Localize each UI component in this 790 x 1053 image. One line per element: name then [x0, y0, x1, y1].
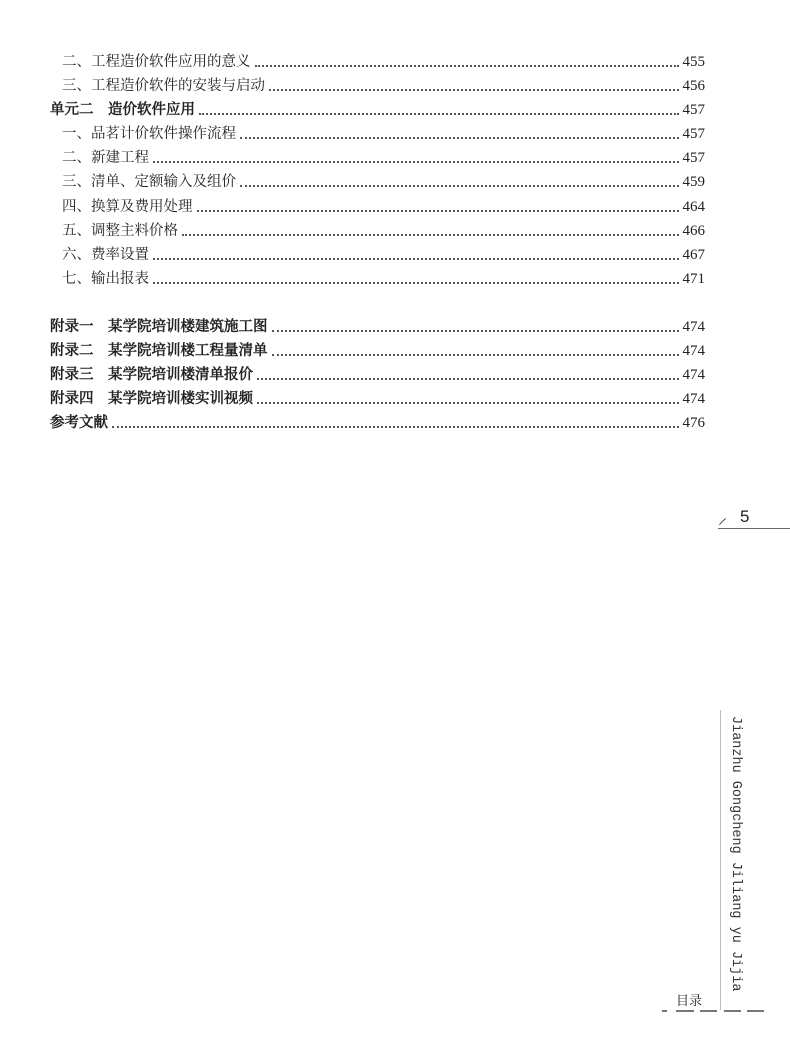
- toc-entry-page: 457: [682, 150, 705, 166]
- toc-entry[interactable]: [62, 171, 705, 193]
- leader-dots: [257, 402, 679, 404]
- toc-entry-title: 附录四 某学院培训楼实训视频: [50, 391, 253, 407]
- leader-dots: [257, 378, 679, 380]
- footer-dash: [724, 1010, 741, 1012]
- leader-dots: [182, 234, 679, 236]
- toc-entry-title: 附录二 某学院培训楼工程量清单: [50, 343, 268, 359]
- toc-entry[interactable]: [62, 196, 705, 218]
- toc-entry-page: 466: [682, 223, 705, 239]
- toc-entry-title: 参考文献: [50, 415, 108, 431]
- toc-entry[interactable]: [50, 340, 705, 362]
- footer-dash: [747, 1010, 764, 1012]
- toc-entry-page: 456: [682, 78, 705, 94]
- leader-dots: [240, 185, 679, 187]
- toc-entry-page: 474: [682, 367, 705, 383]
- side-divider: [720, 710, 721, 1010]
- toc-entry-title: 二、工程造价软件应用的意义: [62, 54, 251, 70]
- footer-dash: [662, 1010, 667, 1012]
- toc-entry[interactable]: [62, 147, 705, 169]
- leader-dots: [112, 426, 679, 428]
- toc-entry-page: 457: [682, 102, 705, 118]
- leader-dots: [269, 89, 679, 91]
- toc-entry[interactable]: [62, 244, 705, 266]
- toc-entry-title: 单元二 造价软件应用: [50, 102, 195, 118]
- toc-entry[interactable]: [50, 412, 705, 434]
- footer-dash: [676, 1010, 694, 1012]
- toc-entry[interactable]: [62, 75, 705, 97]
- toc-entry[interactable]: [62, 123, 705, 145]
- leader-dots: [197, 210, 679, 212]
- leader-dots: [272, 354, 679, 356]
- toc-entry-page: 457: [682, 126, 705, 142]
- toc-entry-page: 474: [682, 319, 705, 335]
- leader-dots: [240, 137, 679, 139]
- toc-entry-page: 474: [682, 391, 705, 407]
- toc-entry[interactable]: [50, 364, 705, 386]
- toc-entry-page: 464: [682, 199, 705, 215]
- toc-entry[interactable]: [62, 220, 705, 242]
- toc-entry-title: 三、清单、定额输入及组价: [62, 174, 236, 190]
- toc-entry-page: 467: [682, 247, 705, 263]
- toc-entry-page: 476: [682, 415, 705, 431]
- toc-entry-page: 474: [682, 343, 705, 359]
- toc-entry-page: 471: [682, 271, 705, 287]
- toc-entry-title: 七、输出报表: [62, 271, 149, 287]
- footer-dash: [700, 1010, 717, 1012]
- section-label: 目录: [676, 994, 703, 1009]
- toc-entry[interactable]: [50, 388, 705, 410]
- side-book-title: Jianzhu Gongcheng Jiliang yu Jijia: [728, 716, 743, 992]
- toc-entry-title: 五、调整主料价格: [62, 223, 178, 239]
- leader-dots: [153, 258, 679, 260]
- toc-entry-title: 一、品茗计价软件操作流程: [62, 126, 236, 142]
- toc-entry[interactable]: [50, 99, 705, 121]
- toc-entry-page: 459: [682, 174, 705, 190]
- toc-entry-title: 四、换算及费用处理: [62, 199, 193, 215]
- toc-entry[interactable]: [62, 268, 705, 290]
- leader-dots: [153, 161, 679, 163]
- page-number-rule: [718, 528, 790, 529]
- toc-entry-title: 附录一 某学院培训楼建筑施工图: [50, 319, 268, 335]
- toc-entry-title: 三、工程造价软件的安装与启动: [62, 78, 265, 94]
- leader-dots: [199, 113, 679, 115]
- page-number-tick: [719, 518, 726, 525]
- leader-dots: [255, 65, 679, 67]
- leader-dots: [272, 330, 679, 332]
- toc-entry-page: 455: [682, 54, 705, 70]
- toc-entry-title: 六、费率设置: [62, 247, 149, 263]
- toc-entry[interactable]: [62, 51, 705, 73]
- toc-entry-title: 二、新建工程: [62, 150, 149, 166]
- leader-dots: [153, 282, 679, 284]
- toc-entry[interactable]: [50, 316, 705, 338]
- page-number: 5: [740, 507, 750, 526]
- toc-entry-title: 附录三 某学院培训楼清单报价: [50, 367, 253, 383]
